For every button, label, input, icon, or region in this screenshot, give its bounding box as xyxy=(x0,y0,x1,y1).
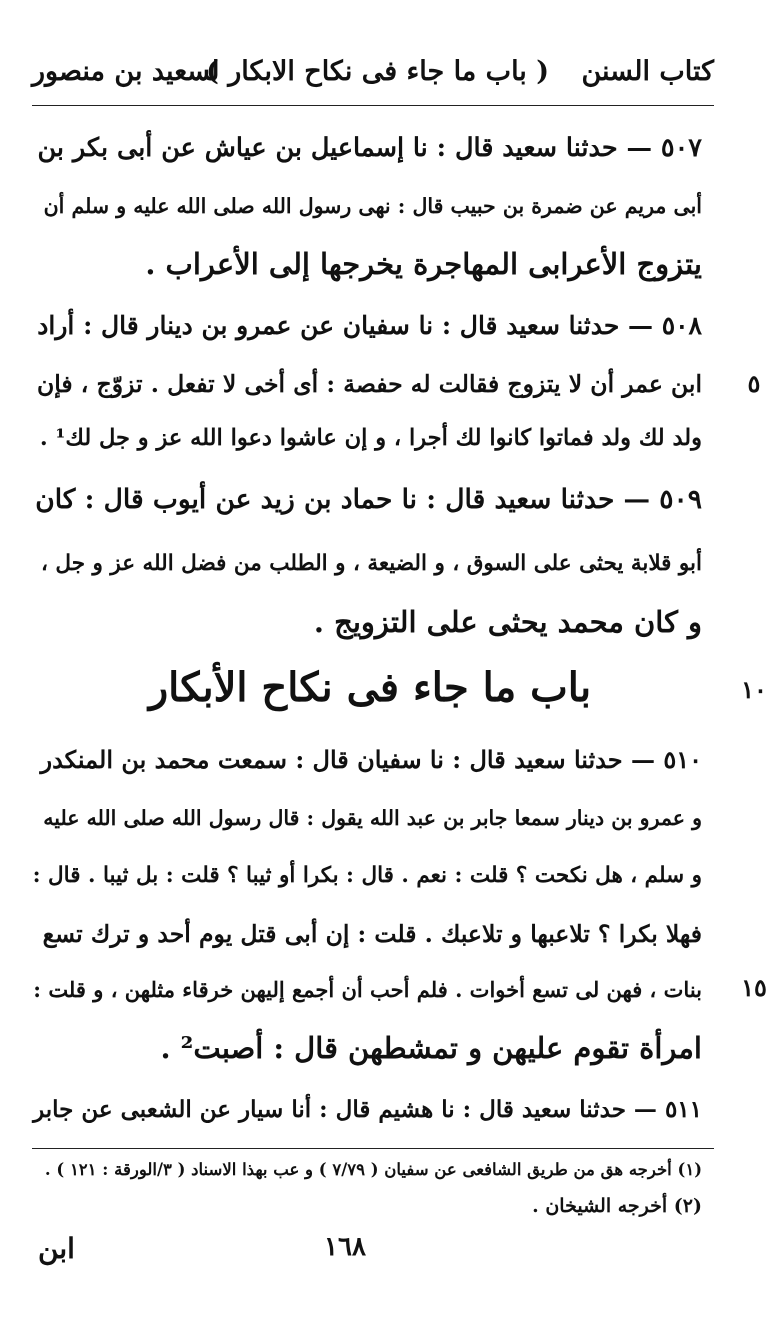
text-line: و كان محمد يحثى على التزويج . xyxy=(313,605,702,639)
text-line: ٥٠٩ — حدثنا سعيد قال : نا حماد بن زيد عن أيوب قال : كان xyxy=(35,484,702,515)
text-line: أبو قلابة يحثى على السوق ، و الضيعة ، و الطلب من فضل الله عز و جل ، xyxy=(41,551,702,576)
text-line: ٥١١ — حدثنا سعيد قال : نا هشيم قال : أنا سيار عن الشعبى عن جابر xyxy=(33,1096,702,1123)
header-author: لسعيد بن منصور xyxy=(32,56,220,87)
footnote: (١) أخرجه هق من طريق الشافعى عن سفيان ( ٧/٧٩ ) و عب بهذا الاسناد ( ٣/الورقة : ١٢١ ) . xyxy=(44,1160,702,1179)
header-rule xyxy=(32,105,714,106)
text-line: أبى مريم عن ضمرة بن حبيب قال : نهى رسول الله صلى الله عليه و سلم أن xyxy=(43,194,702,218)
margin-line-number: ٥ xyxy=(747,369,761,398)
header-chapter-title: ( باب ما جاء فى نكاح الابكار ) xyxy=(206,56,549,87)
footnote: (٢) أخرجه الشيخان . xyxy=(532,1195,702,1217)
text-line: و سلم ، هل نكحت ؟ قلت : نعم . قال : بكرا أو ثيبا ؟ قلت : بل ثيبا . قال : xyxy=(32,863,702,888)
page-number: ١٦٨ xyxy=(324,1232,366,1262)
text-line: و عمرو بن دينار سمعا جابر بن عبد الله يقول : قال رسول الله صلى الله عليه xyxy=(43,806,702,830)
text-line: ولد لك ولد فماتوا كانوا لك أجرا ، و إن عاشوا دعوا الله عز و جل لك¹ . xyxy=(39,425,702,451)
running-header xyxy=(32,52,714,96)
footnote-rule xyxy=(32,1148,714,1149)
header-book-title: كتاب السنن xyxy=(581,56,714,87)
section-title: باب ما جاء فى نكاح الأبكار xyxy=(148,664,592,711)
text-line: ٥١٠ — حدثنا سعيد قال : نا سفيان قال : سمعت محمد بن المنكدر xyxy=(40,745,702,774)
text-line: ٥٠٧ — حدثنا سعيد قال : نا إسماعيل بن عياش عن أبى بكر بن xyxy=(37,133,702,163)
text-line: بنات ، فهن لى تسع أخوات . فلم أحب أن أجمع إليهن خرقاء مثلهن ، و قلت : xyxy=(33,977,702,1002)
catchword: ابن xyxy=(38,1232,75,1265)
text-line: فهلا بكرا ؟ تلاعبها و تلاعبك . قلت : إن أبى قتل يوم أحد و ترك تسع xyxy=(42,920,702,948)
text-line: ٥٠٨ — حدثنا سعيد قال : نا سفيان عن عمرو بن دينار قال : أراد xyxy=(37,311,702,340)
text-line: ابن عمر أن لا يتزوج فقالت له حفصة : أى أخى لا تفعل . تزوّج ، فإن xyxy=(36,370,702,398)
margin-line-number: ١٠ xyxy=(741,675,767,704)
margin-line-number: ١٥ xyxy=(741,973,767,1002)
text-line: امرأة تقوم عليهن و تمشطهن قال : أصبت² . xyxy=(160,1031,702,1065)
text-line: يتزوج الأعرابى المهاجرة يخرجها إلى الأعراب . xyxy=(145,247,702,281)
